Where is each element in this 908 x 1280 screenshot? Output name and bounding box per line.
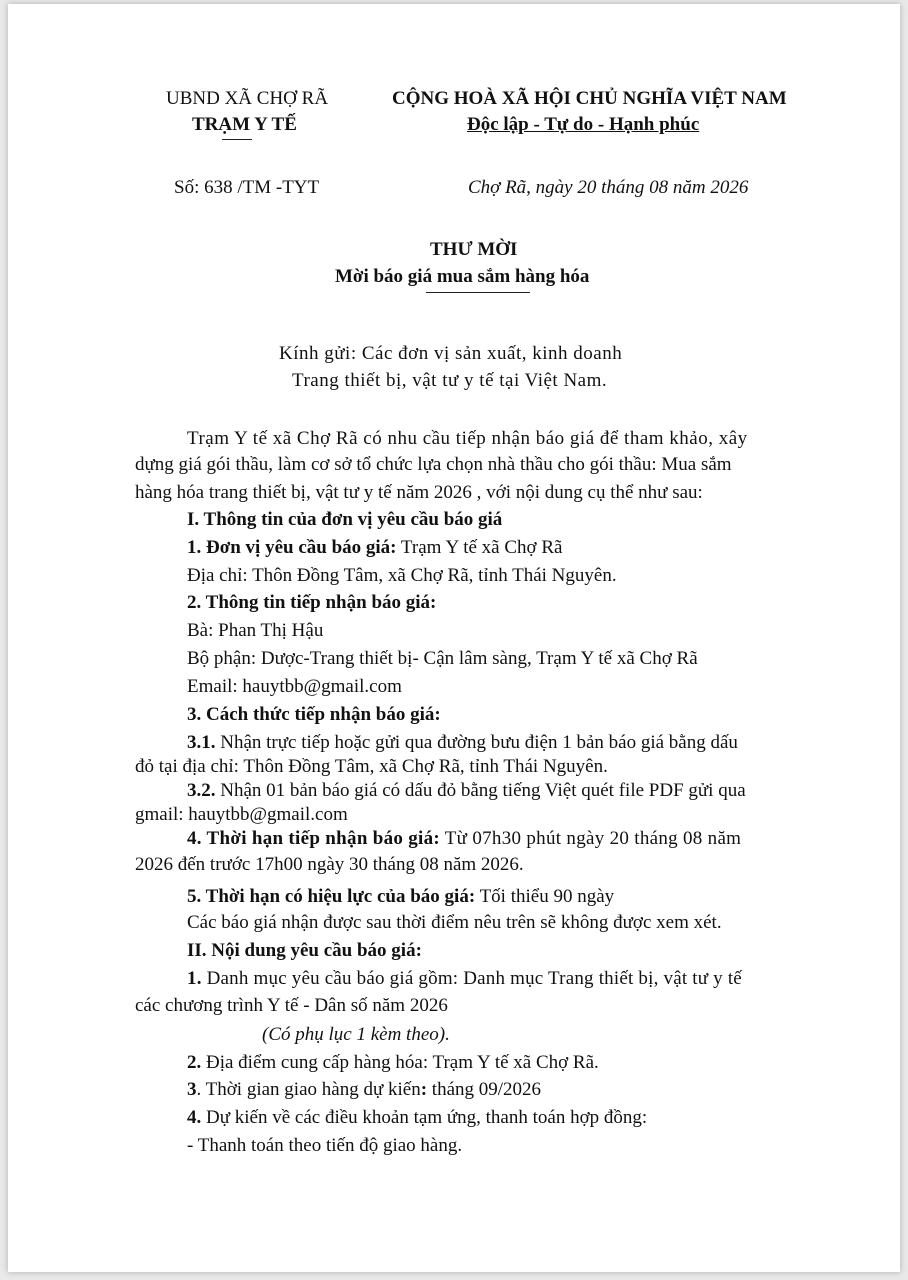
unit-name: TRẠM Y TẾ xyxy=(192,114,297,135)
payment-terms-label: 4. xyxy=(187,1107,202,1128)
subtitle-underline xyxy=(426,292,530,293)
requester-label: 1. Đơn vị yêu cầu báo giá: xyxy=(187,537,397,558)
payment-terms-text: Dự kiến về các điều khoản tạm ứng, thanh toán hợp đồng: xyxy=(201,1107,648,1128)
intro-line-1: Trạm Y tế xã Chợ Rã có nhu cầu tiếp nhận báo giá để tham khảo, xây xyxy=(187,428,748,449)
late-quote-note: Các báo giá nhận được sau thời điểm nêu trên sẽ không được xem xét. xyxy=(187,912,722,933)
item-list-text: Danh mục yêu cầu báo giá gồm: Danh mục Trang thiết bị, vật tư y tế xyxy=(201,968,742,989)
delivery-time-text: . Thời gian giao hàng dự kiến xyxy=(196,1079,421,1100)
delivery-time-colon: : xyxy=(420,1079,428,1100)
place-date: Chợ Rã, ngày 20 tháng 08 năm 2026 xyxy=(468,177,749,198)
validity-label: 5. Thời hạn có hiệu lực của báo giá: xyxy=(187,886,476,907)
contact-name: Bà: Phan Thị Hậu xyxy=(187,620,324,641)
deadline-text: Từ 07h30 phút ngày 20 tháng 08 năm xyxy=(440,828,742,849)
method-3-2-line-2: gmail: hauytbb@gmail.com xyxy=(135,804,348,825)
deadline-line-2: 2026 đến trước 17h00 ngày 30 tháng 08 năm 2026. xyxy=(135,854,524,875)
section-1-heading: I. Thông tin của đơn vị yêu cầu báo giá xyxy=(187,509,503,530)
delivery-place-line xyxy=(187,1052,599,1074)
letter-title: THƯ MỜI xyxy=(430,239,518,260)
unit-underline xyxy=(222,139,252,140)
requester-value: Trạm Y tế xã Chợ Rã xyxy=(396,537,563,558)
method-3-2-label: 3.2. xyxy=(187,780,216,801)
agency-name: UBND XÃ CHỢ RÃ xyxy=(166,88,329,109)
deadline-line-1 xyxy=(187,828,741,850)
national-title: CỘNG HOÀ XÃ HỘI CHỦ NGHĨA VIỆT NAM xyxy=(392,88,787,109)
item-list-label: 1. xyxy=(187,968,202,989)
delivery-place-text: Địa điểm cung cấp hàng hóa: Trạm Y tế xã Chợ Rã. xyxy=(201,1052,599,1073)
recipient-line-1: Kính gửi: Các đơn vị sản xuất, kinh doanh xyxy=(279,343,623,364)
item-list-line-2: các chương trình Y tế - Dân số năm 2026 xyxy=(135,995,448,1016)
item-list-line-1 xyxy=(187,968,742,990)
deadline-label: 4. Thời hạn tiếp nhận báo giá: xyxy=(187,828,441,849)
method-3-1-line-2: đỏ tại địa chỉ: Thôn Đồng Tâm, xã Chợ Rã, tỉnh Thái Nguyên. xyxy=(135,756,608,777)
intro-line-3: hàng hóa trang thiết bị, vật tư y tế năm 2026 , với nội dung cụ thể như sau: xyxy=(135,482,703,503)
email-line: Email: hauytbb@gmail.com xyxy=(187,676,402,697)
delivery-time-line xyxy=(187,1079,541,1101)
method-3-1-text: Nhận trực tiếp hoặc gửi qua đường bưu điện 1 bản báo giá bằng dấu xyxy=(215,732,738,753)
payment-terms-line xyxy=(187,1107,647,1129)
method-3-1-label: 3.1. xyxy=(187,732,216,753)
payment-method: - Thanh toán theo tiến độ giao hàng. xyxy=(187,1135,463,1156)
validity-line xyxy=(187,886,614,908)
address-line: Địa chỉ: Thôn Đồng Tâm, xã Chợ Rã, tỉnh Thái Nguyên. xyxy=(187,565,617,586)
intro-line-2: dựng giá gói thầu, làm cơ sở tổ chức lựa chọn nhà thầu cho gói thầu: Mua sắm xyxy=(135,454,732,475)
delivery-time-value: tháng 09/2026 xyxy=(427,1079,542,1100)
receive-method-heading: 3. Cách thức tiếp nhận báo giá: xyxy=(187,704,441,725)
receiver-info-heading: 2. Thông tin tiếp nhận báo giá: xyxy=(187,592,437,613)
method-3-2-line-1 xyxy=(187,780,746,802)
delivery-place-label: 2. xyxy=(187,1052,202,1073)
section-2-heading: II. Nội dung yêu cầu báo giá: xyxy=(187,940,422,961)
appendix-note: (Có phụ lục 1 kèm theo). xyxy=(262,1024,450,1045)
method-3-2-text: Nhận 01 bản báo giá có dấu đỏ bằng tiếng Việt quét file PDF gửi qua xyxy=(215,780,746,801)
department-line: Bộ phận: Dược-Trang thiết bị- Cận lâm sàng, Trạm Y tế xã Chợ Rã xyxy=(187,648,698,669)
letter-subtitle: Mời báo giá mua sắm hàng hóa xyxy=(335,266,590,287)
national-motto: Độc lập - Tự do - Hạnh phúc xyxy=(467,114,700,135)
method-3-1-line-1 xyxy=(187,732,738,754)
validity-text: Tối thiểu 90 ngày xyxy=(475,886,615,907)
recipient-line-2: Trang thiết bị, vật tư y tế tại Việt Nam. xyxy=(292,370,608,391)
delivery-time-label: 3 xyxy=(187,1079,197,1100)
requester-line xyxy=(187,537,562,559)
document-number: Số: 638 /TM -TYT xyxy=(174,177,320,198)
